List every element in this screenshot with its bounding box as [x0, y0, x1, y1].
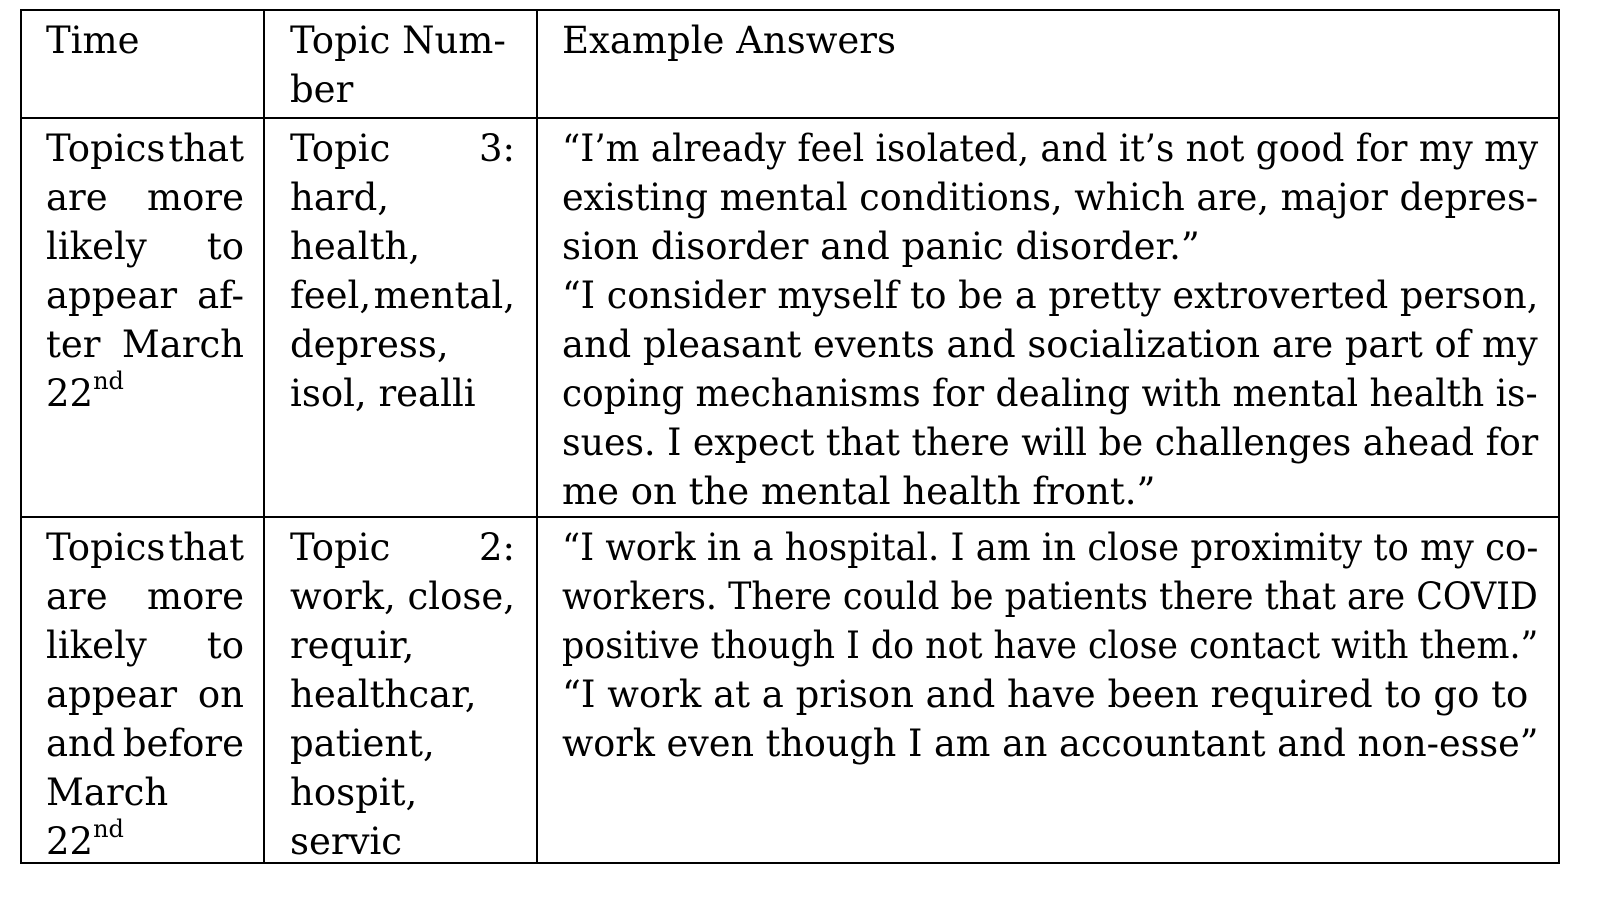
time-date: 22nd: [46, 366, 124, 415]
time-line: are more: [46, 176, 244, 219]
topic-line: hard,: [290, 176, 390, 219]
time-line: appear on: [46, 673, 244, 716]
answer-line: workers. There could be patients there that are COVID: [562, 575, 1538, 618]
column-divider: [263, 11, 265, 862]
row-divider: [22, 516, 1558, 518]
row-1-topic: [290, 124, 515, 418]
row-2-time: [46, 523, 244, 866]
time-line: ter March: [46, 323, 244, 366]
topic-line: patient,: [290, 722, 435, 765]
row-1-time: [46, 124, 244, 418]
time-line: likely to: [46, 225, 244, 268]
header-answers-label: Example Answers: [562, 19, 896, 62]
answer-line: “I work at a prison and have been required to go to: [562, 673, 1529, 716]
topic-line: depress,: [290, 323, 449, 366]
column-divider: [536, 11, 538, 862]
answer-line: work even though I am an accountant and non-esse”: [562, 722, 1539, 765]
topic-line: feel, mental,: [290, 274, 515, 317]
topic-line: requir,: [290, 624, 415, 667]
row-2-answers: [562, 523, 1538, 768]
answer-line: existing mental conditions, which are, major depres-: [562, 176, 1539, 219]
time-line: and before: [46, 722, 244, 765]
header-topic-number: [290, 16, 515, 114]
time-line: March: [46, 771, 169, 814]
topic-line: hospit,: [290, 771, 418, 814]
topic-line: work, close,: [290, 575, 515, 618]
header-divider: [22, 117, 1558, 119]
topic-line: Topic 3:: [290, 127, 515, 170]
header-topic-line: ber: [290, 68, 354, 111]
topic-line: healthcar,: [290, 673, 477, 716]
answer-line: me on the mental health front.”: [562, 470, 1156, 513]
answer-line: coping mechanisms for dealing with mental health is-: [562, 372, 1538, 415]
answer-line: and pleasant events and socialization are part of my: [562, 323, 1538, 366]
header-example-answers: [562, 16, 1538, 65]
time-line: likely to: [46, 624, 244, 667]
time-line: Topics that: [46, 526, 244, 569]
row-2-topic: [290, 523, 515, 866]
answer-line: “I consider myself to be a pretty extroverted person,: [562, 274, 1539, 317]
time-date: 22nd: [46, 814, 124, 863]
topic-line: health,: [290, 225, 421, 268]
time-line: are more: [46, 575, 244, 618]
header-time: [46, 16, 244, 65]
answer-line: “I work in a hospital. I am in close proximity to my co-: [562, 526, 1539, 569]
answer-line: “I’m already feel isolated, and it’s not good for my my: [562, 127, 1539, 170]
answer-line: sues. I expect that there will be challenges ahead for: [562, 421, 1539, 464]
header-topic-line: Topic Num-: [290, 19, 506, 62]
topic-line: Topic 2:: [290, 526, 515, 569]
header-time-label: Time: [46, 19, 140, 62]
row-1-answers: [562, 124, 1538, 516]
time-line: Topics that: [46, 127, 244, 170]
answer-line: sion disorder and panic disorder.”: [562, 225, 1200, 268]
topic-line: servic: [290, 820, 403, 863]
topics-table: [20, 9, 1560, 864]
time-line: appear af-: [46, 274, 244, 317]
answer-line: positive though I do not have close contact with them.”: [562, 624, 1539, 667]
topic-line: isol, realli: [290, 372, 476, 415]
